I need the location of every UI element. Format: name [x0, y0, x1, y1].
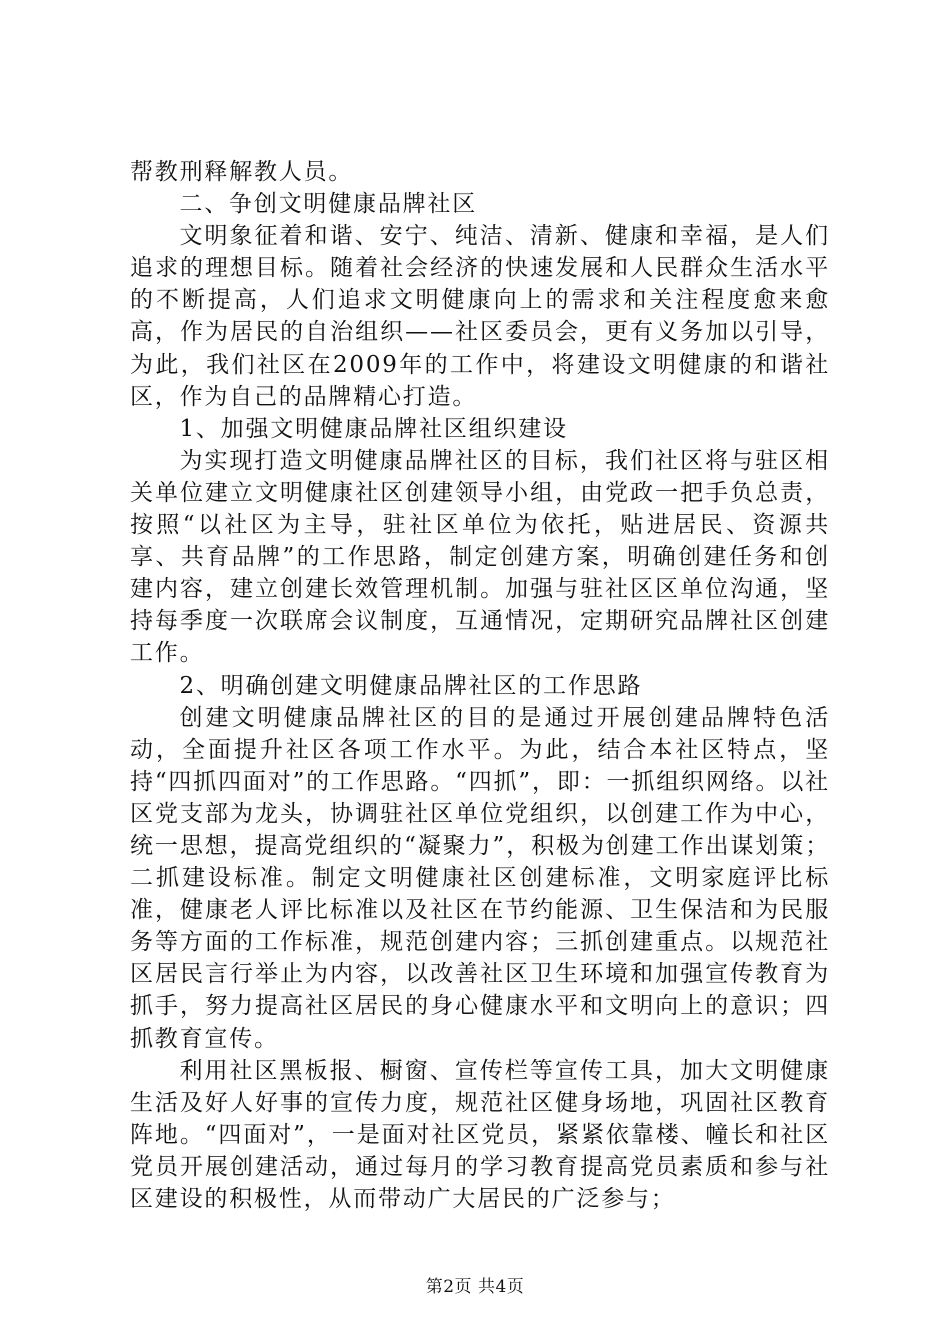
paragraph-publicity: 利用社区黑板报、橱窗、宣传栏等宣传工具，加大文明健康生活及好人好事的宣传力度，规范社区健身场地，巩固社区教育阵地。“四面对”，一是面对社区党员，紧紧依靠楼、幢长和社区党员开展创建活动，通过每月的学习教育提高党员素质和参与社区建设的积极性，从而带动广大居民的广泛参与；: [130, 1057, 830, 1212]
document-body: [130, 156, 830, 1215]
paragraph-organization: 为实现打造文明健康品牌社区的目标，我们社区将与驻区相关单位建立文明健康社区创建领导小组，由党政一把手负总责，按照“以社区为主导，驻社区单位为依托，贴进居民、资源共享、共育品牌”的工作思路，制定创建方案，明确创建任务和创建内容，建立创建长效管理机制。加强与驻社区区单位沟通，坚持每季度一次联席会议制度，互通情况，定期研究品牌社区创建工作。: [130, 447, 830, 667]
subheading-2: 2、明确创建文明健康品牌社区的工作思路: [179, 672, 643, 699]
paragraph-approach: 创建文明健康品牌社区的目的是通过开展创建品牌特色活动，全面提升社区各项工作水平。为此，结合本社区特点，坚持“四抓四面对”的工作思路。“四抓”，即：一抓组织网络。以社区党支部为龙头，协调驻社区单位党组织，以创建工作为中心，统一思想，提高党组织的“凝聚力”，积极为创建工作出谋划策；二抓建设标准。制定文明健康社区创建标准，文明家庭评比标准，健康老人评比标准以及社区在节约能源、卫生保洁和为民服务等方面的工作标准，规范创建内容；三抓创建重点。以规范社区居民言行举止为内容，以改善社区卫生环境和加强宣传教育为抓手，努力提高社区居民的身心健康水平和文明向上的意识；四抓教育宣传。: [130, 704, 830, 1052]
paragraph-continuation: 帮教刑释解教人员。: [130, 159, 354, 185]
page-number-footer: 第2页 共4页: [425, 1277, 525, 1297]
paragraph-intro: 文明象征着和谐、安宁、纯洁、清新、健康和幸福，是人们追求的理想目标。随着社会经济的快速发展和人民群众生活水平的不断提高，人们追求文明健康向上的需求和关注程度愈来愈高，作为居民的自治组织——社区委员会，更有义务加以引导，为此，我们社区在2009年的工作中，将建设文明健康的和谐社区，作为自己的品牌精心打造。: [130, 223, 830, 410]
subheading-1: 1、加强文明健康品牌社区组织建设: [179, 415, 568, 442]
section-heading-2: 二、争创文明健康品牌社区: [179, 191, 478, 218]
